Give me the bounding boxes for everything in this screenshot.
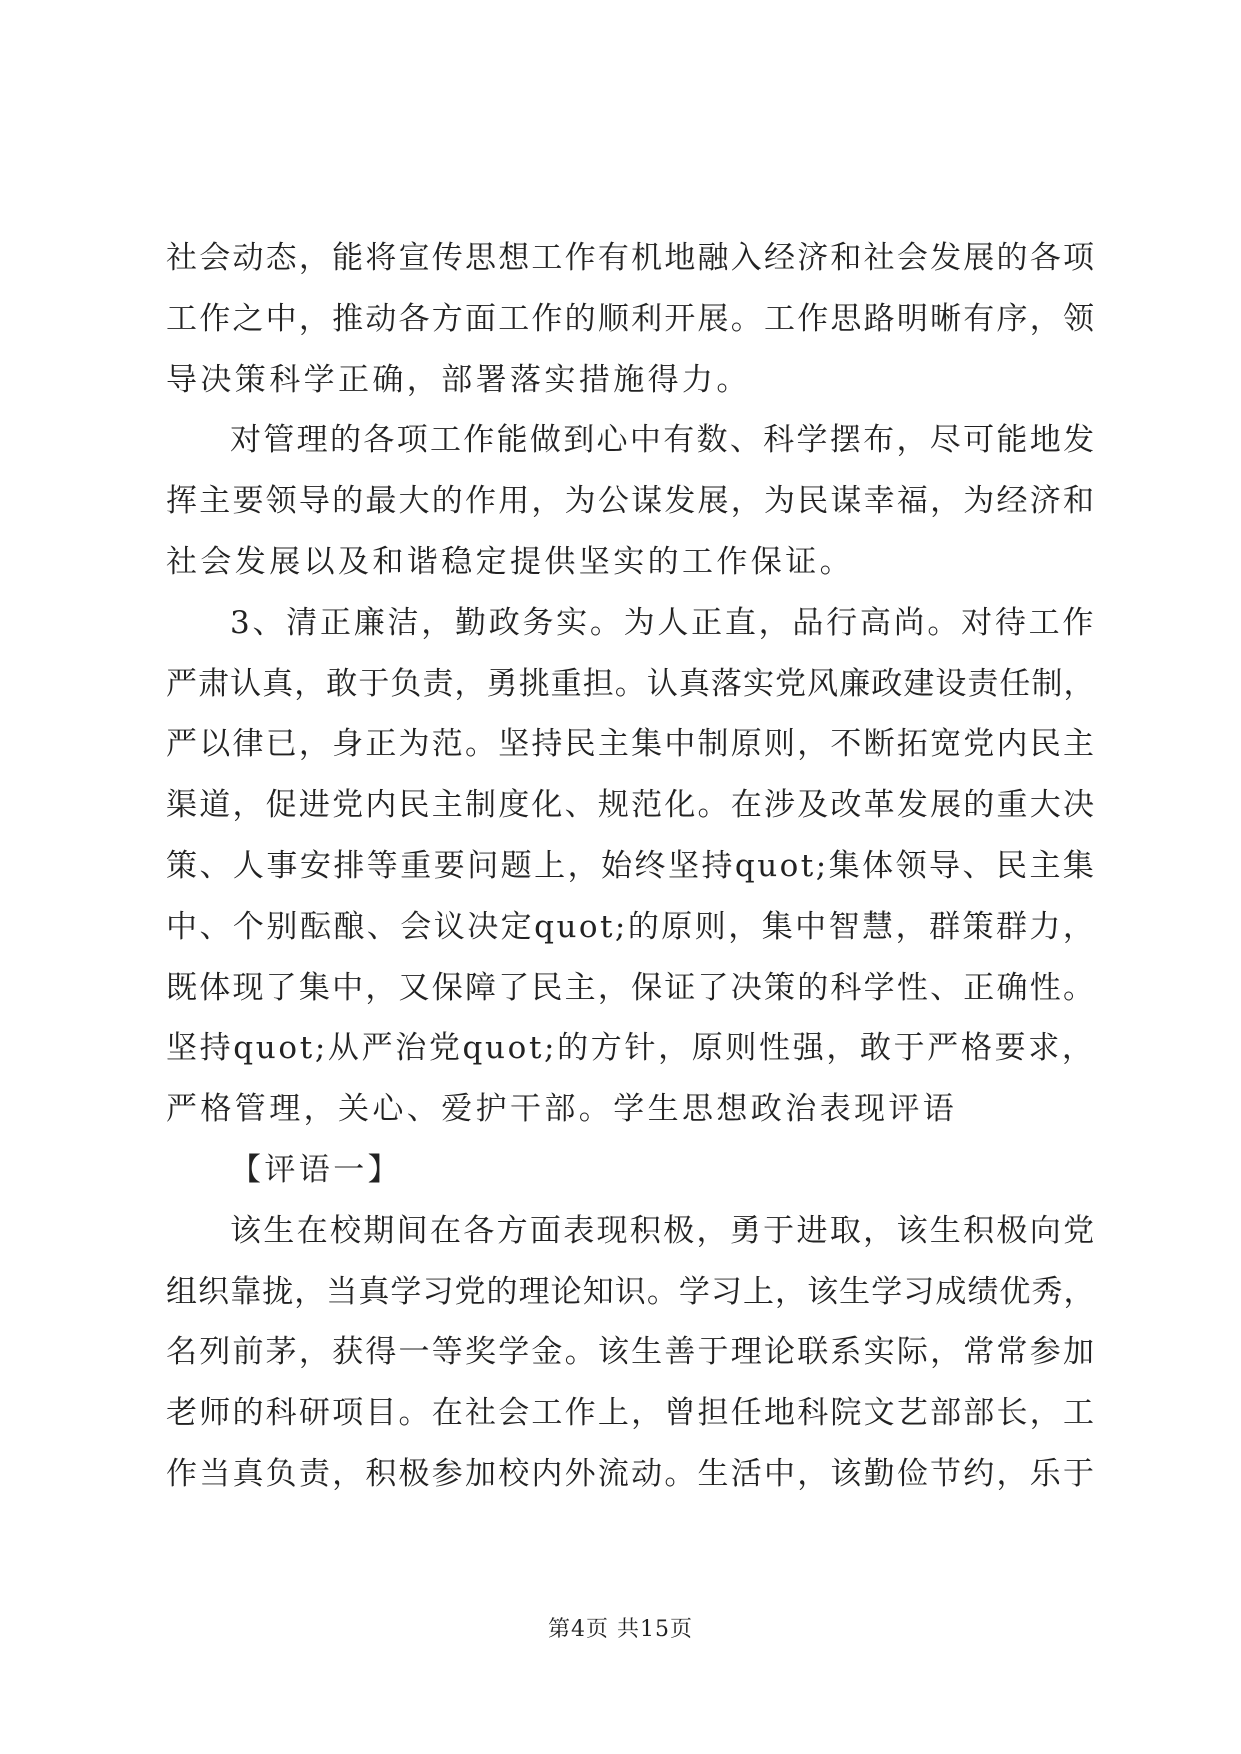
text-line: 该生在校期间在各方面表现积极，勇于进取，该生积极向党: [230, 1212, 1097, 1249]
text-line: 坚持quot;从严治党quot;的方针，原则性强，敢于严格要求，: [166, 1030, 1096, 1067]
text-line: 中、个别酝酿、会议决定quot;的原则，集中智慧，群策群力，: [166, 908, 1097, 945]
text-line: 严肃认真，敢于负责，勇挑重担。认真落实党风廉政建设责任制，: [166, 665, 1096, 702]
page-number-footer: 第4页 共15页: [548, 1617, 693, 1642]
text-line: 既体现了集中，又保障了民主，保证了决策的科学性、正确性。: [166, 969, 1097, 1006]
section-heading: 【评语一】: [230, 1151, 402, 1188]
text-line: 社会动态，能将宣传思想工作有机地融入经济和社会发展的各项: [166, 240, 1097, 276]
text-line: 组织靠拢，当真学习党的理论知识。学习上，该生学习成绩优秀，: [166, 1273, 1096, 1310]
text-line: 挥主要领导的最大的作用，为公谋发展，为民谋幸福，为经济和: [166, 483, 1097, 520]
text-line: 导决策科学正确，部署落实措施得力。: [166, 361, 751, 398]
text-line: 对管理的各项工作能做到心中有数、科学摆布，尽可能地发: [230, 422, 1097, 459]
document-body: [166, 228, 1096, 1505]
text-line: 作当真负责，积极参加校内外流动。生活中，该勤俭节约，乐于: [166, 1455, 1097, 1492]
text-line: 老师的科研项目。在社会工作上，曾担任地科院文艺部部长，工: [166, 1395, 1097, 1432]
text-line: 工作之中，推动各方面工作的顺利开展。工作思路明晰有序，领: [166, 300, 1097, 337]
text-line: 严以律已，身正为范。坚持民主集中制原则，不断拓宽党内民主: [166, 726, 1097, 763]
text-line: 严格管理，关心、爱护干部。学生思想政治表现评语: [166, 1091, 958, 1128]
text-line: 渠道，促进党内民主制度化、规范化。在涉及改革发展的重大决: [166, 787, 1097, 824]
text-line: 名列前茅，获得一等奖学金。该生善于理论联系实际，常常参加: [166, 1334, 1097, 1371]
text-line: 3、清正廉洁，勤政务实。为人正直，品行高尚。对待工作: [230, 604, 1097, 641]
text-line: 社会发展以及和谐稳定提供坚实的工作保证。: [166, 543, 854, 580]
text-line: 策、人事安排等重要问题上，始终坚持quot;集体领导、民主集: [166, 847, 1097, 884]
